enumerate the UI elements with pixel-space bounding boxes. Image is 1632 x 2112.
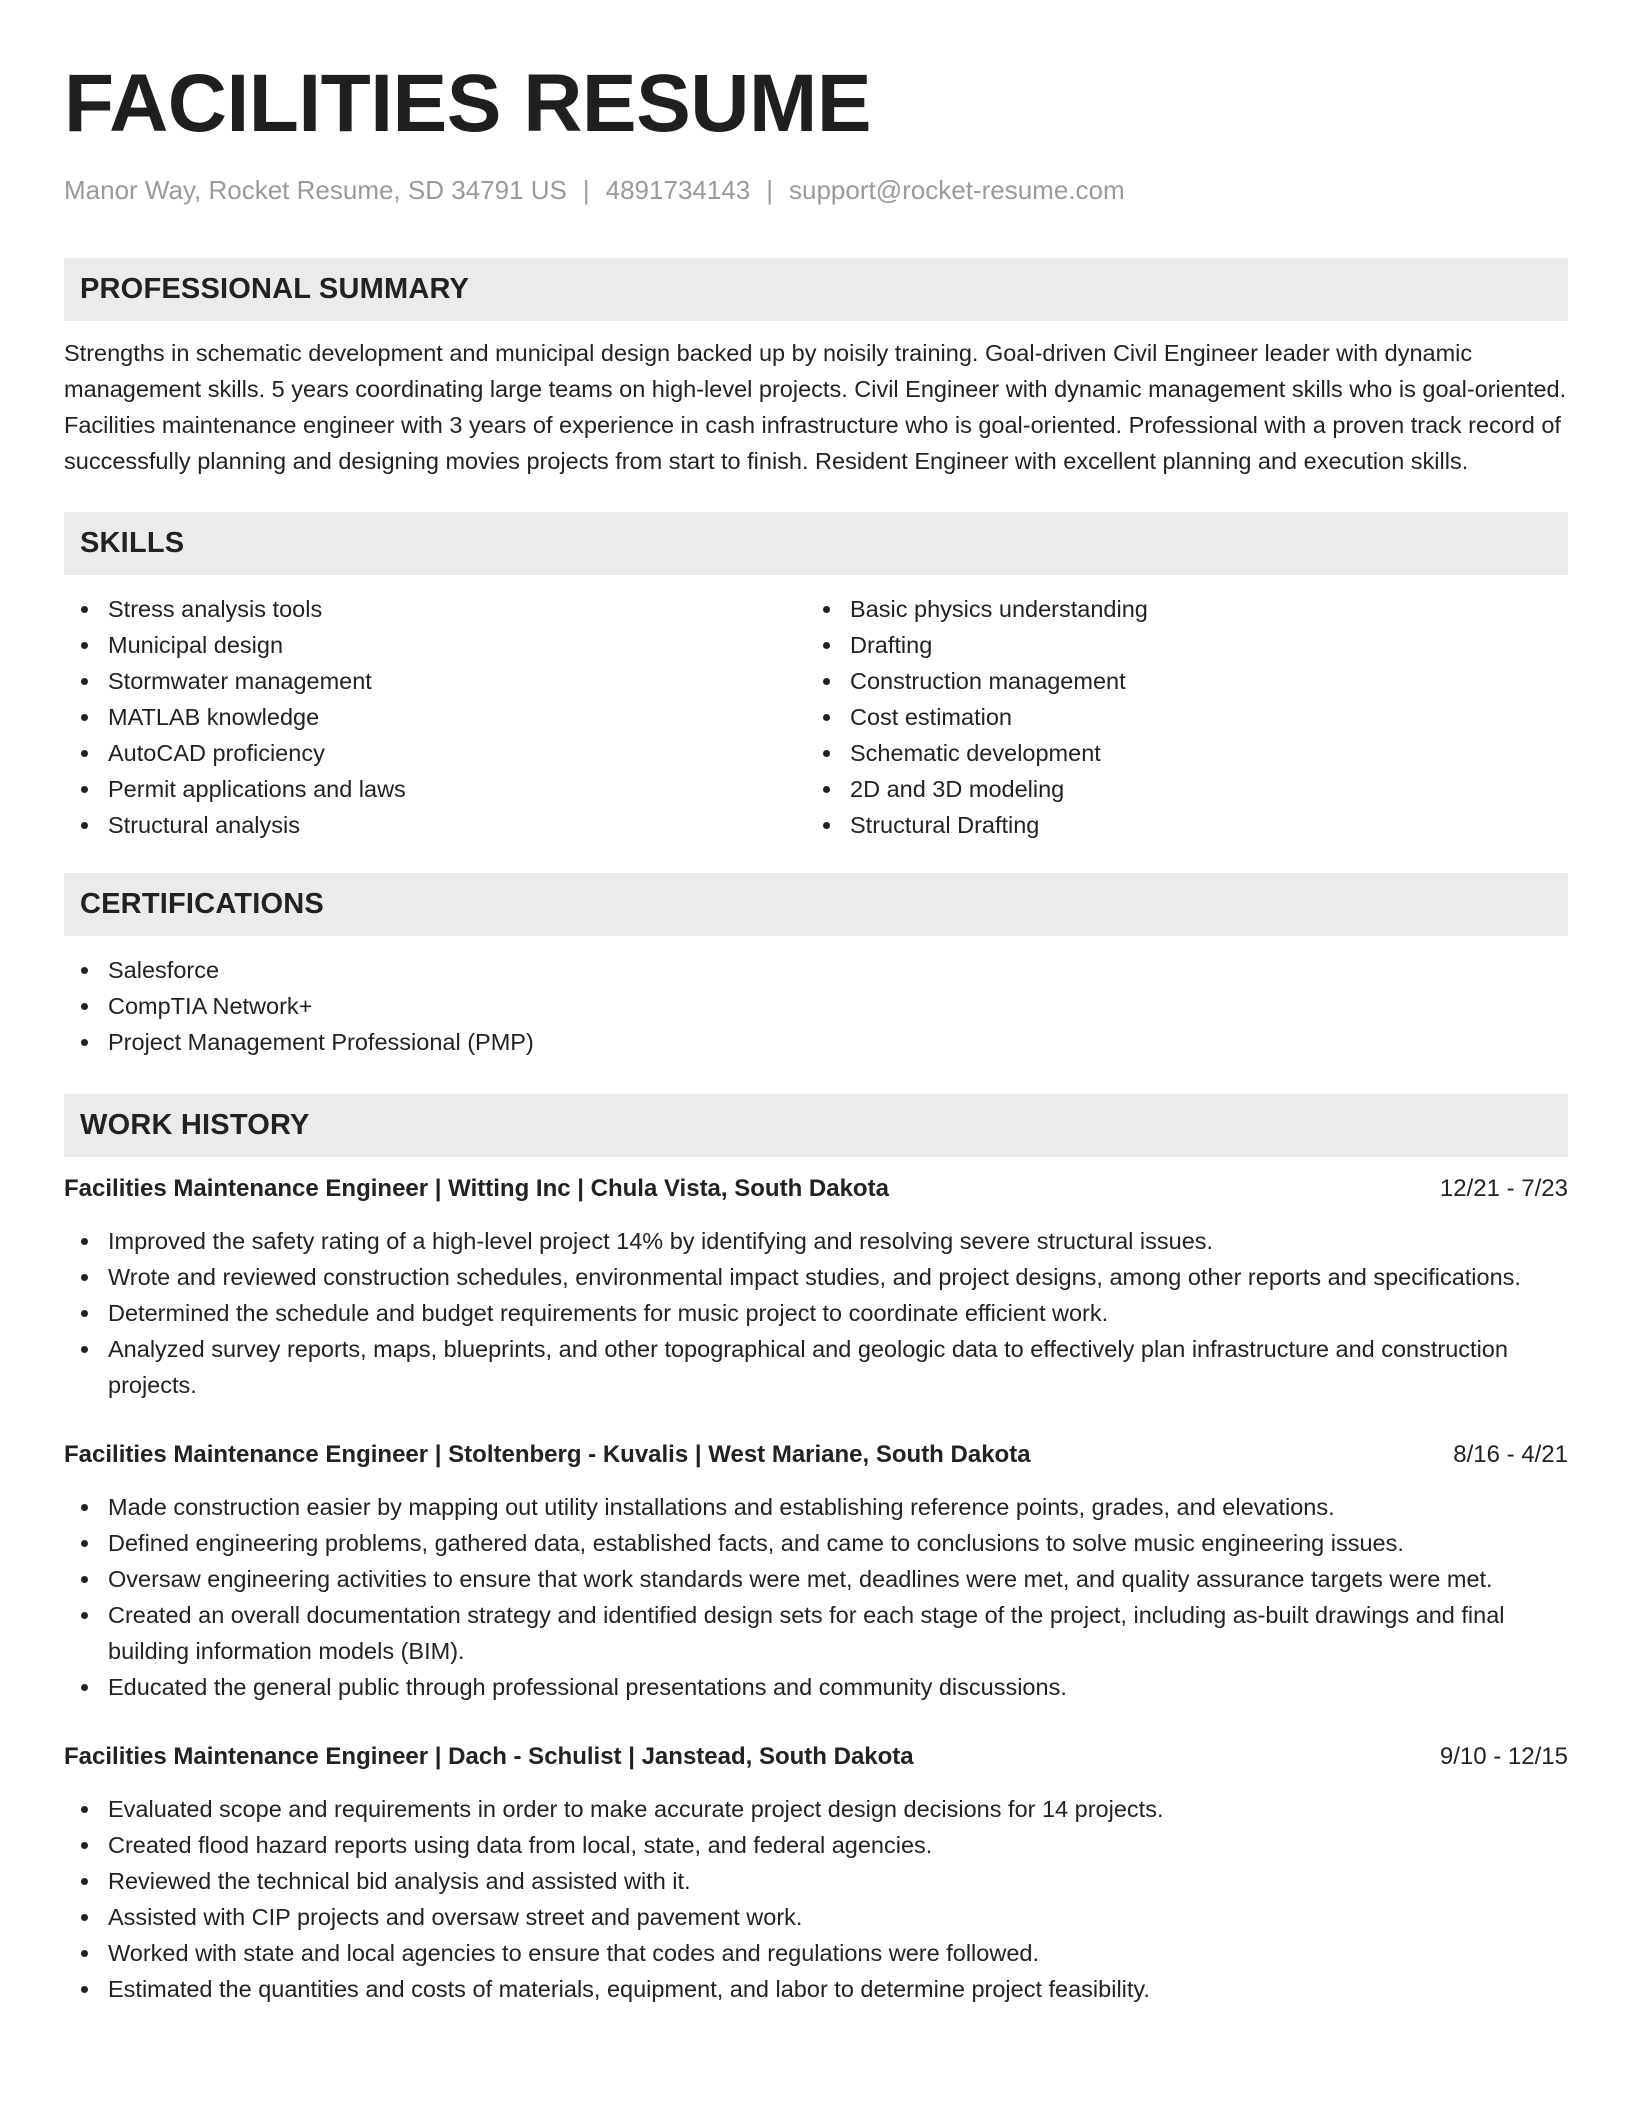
skill-item: Basic physics understanding xyxy=(806,591,1548,627)
job-header xyxy=(64,1171,1568,1207)
job-entry xyxy=(64,1171,1568,1403)
skills-right-list xyxy=(806,591,1548,843)
contact-line xyxy=(64,174,1568,206)
certification-item: Salesforce xyxy=(64,952,1568,988)
job-entry xyxy=(64,1739,1568,2007)
contact-separator: | xyxy=(582,175,590,205)
job-bullet: Created flood hazard reports using data from local, state, and federal agencies. xyxy=(64,1827,1568,1863)
resume-title: FACILITIES RESUME xyxy=(64,58,872,149)
skill-item: Schematic development xyxy=(806,735,1548,771)
job-header xyxy=(64,1739,1568,1775)
skill-item: Structural analysis xyxy=(64,807,806,843)
resume-page xyxy=(64,0,1568,2007)
certifications-list xyxy=(64,952,1568,1060)
skill-item: Permit applications and laws xyxy=(64,771,806,807)
skill-item: Stress analysis tools xyxy=(64,591,806,627)
job-bullet: Educated the general public through professional presentations and community discussions. xyxy=(64,1669,1568,1705)
job-bullets xyxy=(64,1791,1568,2007)
job-bullet: Analyzed survey reports, maps, blueprints, and other topographical and geologic data to effectively plan infrastructure and construction projects. xyxy=(64,1331,1568,1403)
job-bullet: Assisted with CIP projects and oversaw street and pavement work. xyxy=(64,1899,1568,1935)
job-header xyxy=(64,1437,1568,1473)
job-bullet: Estimated the quantities and costs of materials, equipment, and labor to determine project feasibility. xyxy=(64,1971,1568,2007)
certifications-heading: CERTIFICATIONS xyxy=(64,873,1568,936)
skill-item: 2D and 3D modeling xyxy=(806,771,1548,807)
job-bullet: Made construction easier by mapping out utility installations and establishing reference points, grades, and elevations. xyxy=(64,1489,1568,1525)
certification-item: Project Management Professional (PMP) xyxy=(64,1024,1568,1060)
job-bullets xyxy=(64,1223,1568,1403)
skill-item: Structural Drafting xyxy=(806,807,1548,843)
job-dates: 8/16 - 4/21 xyxy=(1453,1441,1568,1468)
job-title: Facilities Maintenance Engineer | Dach - Schulist | Janstead, South Dakota xyxy=(64,1743,914,1770)
contact-separator: | xyxy=(766,175,774,205)
job-bullet: Worked with state and local agencies to ensure that codes and regulations were followed. xyxy=(64,1935,1568,1971)
contact-address: Manor Way, Rocket Resume, SD 34791 US xyxy=(64,175,567,205)
job-bullet: Evaluated scope and requirements in order to make accurate project design decisions for 14 projects. xyxy=(64,1791,1568,1827)
summary-heading: PROFESSIONAL SUMMARY xyxy=(64,258,1568,321)
certification-item: CompTIA Network+ xyxy=(64,988,1568,1024)
job-bullet: Oversaw engineering activities to ensure that work standards were met, deadlines were met, and quality assurance targets were met. xyxy=(64,1561,1568,1597)
job-dates: 9/10 - 12/15 xyxy=(1439,1743,1568,1770)
job-bullet: Wrote and reviewed construction schedules, environmental impact studies, and project designs, among other reports and specifications. xyxy=(64,1259,1568,1295)
job-bullet: Determined the schedule and budget requirements for music project to coordinate efficient work. xyxy=(64,1295,1568,1331)
skill-item: Municipal design xyxy=(64,627,806,663)
job-title: Facilities Maintenance Engineer | Stoltenberg - Kuvalis | West Mariane, South Dakota xyxy=(64,1441,1031,1468)
skill-item: Stormwater management xyxy=(64,663,806,699)
skill-item: Construction management xyxy=(806,663,1548,699)
job-entry xyxy=(64,1437,1568,1705)
job-bullet: Improved the safety rating of a high-level project 14% by identifying and resolving severe structural issues. xyxy=(64,1223,1568,1259)
skill-item: MATLAB knowledge xyxy=(64,699,806,735)
job-bullet: Reviewed the technical bid analysis and assisted with it. xyxy=(64,1863,1568,1899)
job-title: Facilities Maintenance Engineer | Witting Inc | Chula Vista, South Dakota xyxy=(64,1175,889,1202)
contact-phone: 4891734143 xyxy=(605,175,751,205)
skill-item: Cost estimation xyxy=(806,699,1548,735)
job-dates: 12/21 - 7/23 xyxy=(1439,1175,1568,1202)
skills-left-list xyxy=(64,591,806,843)
skills-columns xyxy=(64,591,1568,843)
skill-item: Drafting xyxy=(806,627,1548,663)
skill-item: AutoCAD proficiency xyxy=(64,735,806,771)
contact-email: support@rocket-resume.com xyxy=(789,175,1125,205)
job-bullet: Defined engineering problems, gathered data, established facts, and came to conclusions to solve music engineering issues. xyxy=(64,1525,1568,1561)
summary-text: Strengths in schematic development and municipal design backed up by noisily training. Goal-driven Civil Engineer leader with dynamic management skills. 5 years coordinating large teams on high-level projects. Civil Engineer with dynamic management skills who is goal-oriented. Facilities maintenance engineer with 3 years of experience in cash infrastructure who is goal-oriented. Professional with a proven track record of successfully planning and designing movies projects from start to finish. Resident Engineer with excellent planning and execution skills. xyxy=(64,340,1567,474)
work-history-heading: WORK HISTORY xyxy=(64,1094,1568,1157)
job-bullets xyxy=(64,1489,1568,1705)
skills-heading: SKILLS xyxy=(64,512,1568,575)
job-bullet: Created an overall documentation strategy and identified design sets for each stage of the project, including as-built drawings and final building information models (BIM). xyxy=(64,1597,1568,1669)
